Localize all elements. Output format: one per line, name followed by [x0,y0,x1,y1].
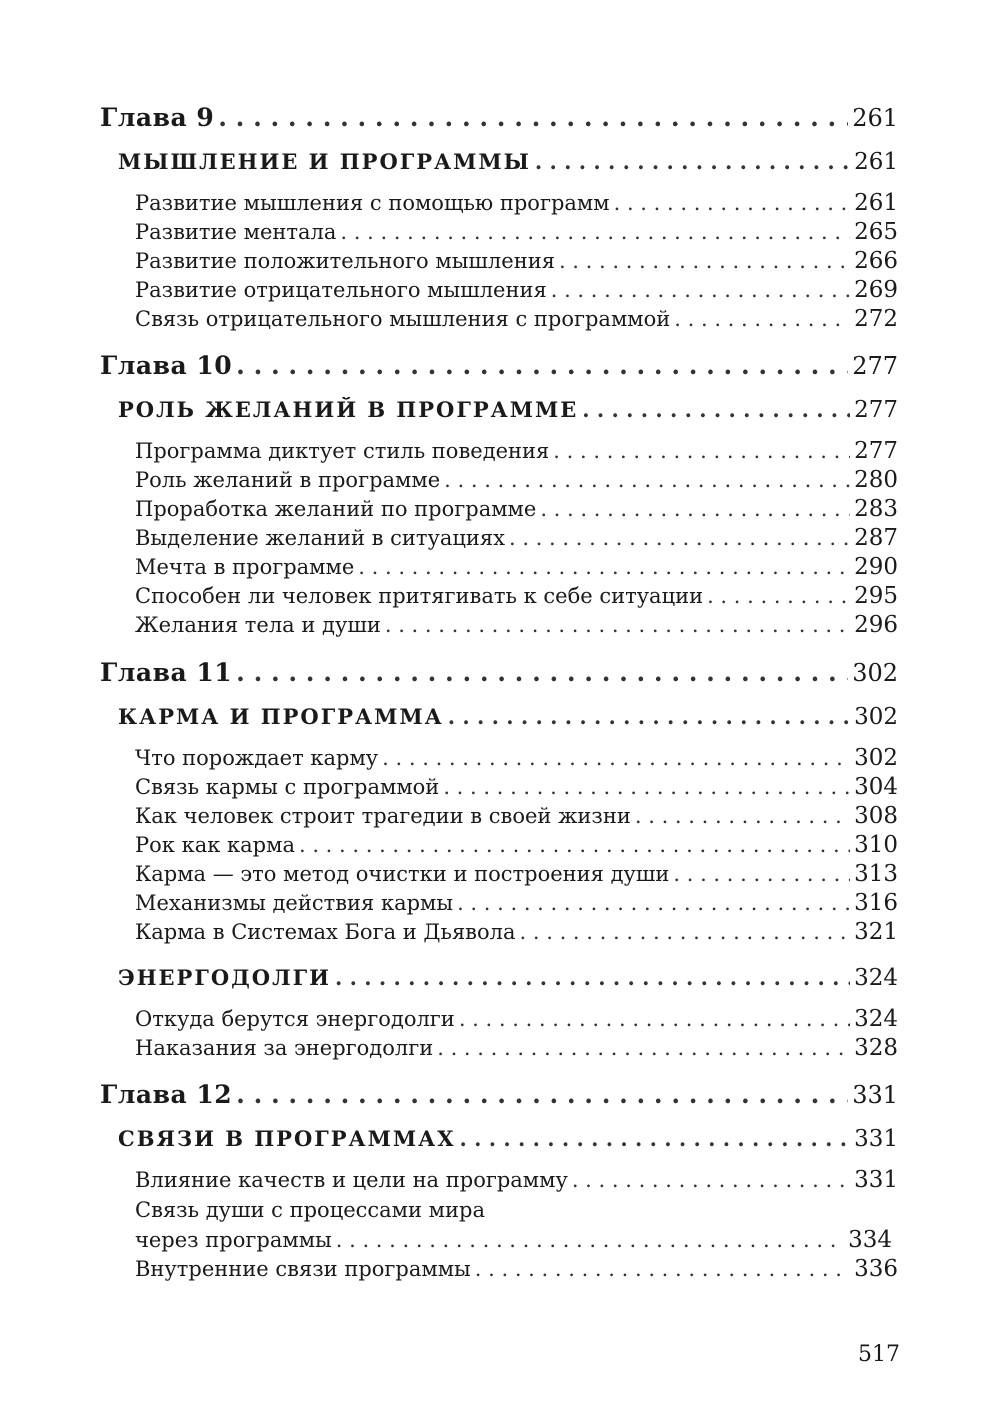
chapter-10-row[interactable] [100,351,898,385]
leader-dots [382,746,850,770]
leader-dots [572,1168,850,1192]
leader-dots [673,862,850,886]
toc-entry[interactable] [135,525,898,554]
entry-title: Связь отрицательного мышления с программой [135,307,671,331]
entry-title: Программа диктует стиль поведения [135,439,550,463]
toc-entry[interactable] [135,277,898,306]
page-ref: 308 [854,803,898,829]
chapter-title: Глава 10 [100,351,233,380]
toc-entry[interactable] [135,919,898,948]
entry-title: Проработка желаний по программе [135,497,537,521]
entry-title: Развитие ментала [135,220,337,244]
toc-entry[interactable] [135,1006,898,1035]
page-ref: 302 [852,659,898,687]
entry-title: Наказания за энергодолги [135,1036,434,1060]
section-title: СВЯЗИ В ПРОГРАММАХ [118,1126,456,1151]
leader-dots [457,891,850,915]
entry-title: Карма в Системах Бога и Дьявола [135,920,516,944]
page-ref: 324 [854,965,898,991]
section-title: КАРМА И ПРОГРАММА [118,704,444,729]
toc-entry[interactable] [135,861,898,890]
leader-dots [444,468,850,492]
toc-entry[interactable] [135,832,898,861]
page-ref: 316 [854,890,898,916]
chapter-title: Глава 11 [100,658,233,687]
leader-dots [299,833,850,857]
section-row[interactable] [118,965,898,995]
leader-dots [559,249,850,273]
chapter-title: Глава 9 [100,103,215,132]
leader-dots [535,149,850,174]
toc-entry[interactable] [135,248,898,277]
toc-entry[interactable] [135,306,898,335]
toc-entry[interactable] [135,554,898,583]
leader-dots [236,658,848,687]
page-ref: 328 [854,1035,898,1061]
toc-entry[interactable] [135,496,898,525]
toc-entry[interactable] [135,583,898,612]
toc-entry[interactable] [135,467,898,496]
leader-dots [460,1126,851,1151]
leader-dots [614,191,851,215]
entry-title: через программы [135,1228,332,1252]
page-ref: 265 [854,219,898,245]
page-ref: 272 [854,306,898,332]
leader-dots [520,920,851,944]
toc-entry[interactable] [135,1256,898,1285]
chapter-title: Глава 12 [100,1080,233,1109]
entry-title: Откуда берутся энергодолги [135,1007,455,1031]
page-ref: 287 [854,525,898,551]
section-row[interactable] [118,149,898,179]
entry-title-line1[interactable]: Связь души с процессами мира [135,1198,485,1222]
page-ref: 331 [854,1167,898,1193]
toc-entry[interactable] [135,612,898,641]
entry-title: Выделение желаний в ситуациях [135,526,505,550]
page-ref: 331 [852,1081,898,1109]
section-row[interactable] [118,397,898,427]
page-ref: 296 [854,612,898,638]
page-ref: 321 [854,919,898,945]
entry-title: Механизмы действия кармы [135,891,454,915]
entry-title: Развитие положительного мышления [135,249,555,273]
page-ref: 302 [854,745,898,771]
leader-dots [335,965,850,990]
entry-title: Как человек строит трагедии в своей жизни [135,804,631,828]
toc-entry[interactable] [135,190,898,219]
entry-title: Развитие отрицательного мышления [135,278,547,302]
leader-dots [635,804,850,828]
chapter-9-row[interactable] [100,103,898,137]
entry-title: Что порождает карму [135,746,379,770]
page-ref: 269 [854,277,898,303]
entry-title: Желания тела и души [135,613,381,637]
toc-entry[interactable] [135,1035,898,1064]
leader-dots [475,1257,850,1281]
page-ref: 277 [852,352,898,380]
leader-dots [358,555,850,579]
page-ref: 310 [854,832,898,858]
page-ref: 331 [854,1126,898,1152]
section-row[interactable] [118,704,898,734]
toc-entry[interactable] [135,1227,892,1256]
leader-dots [236,351,848,380]
page-ref: 302 [854,704,898,730]
toc-entry[interactable] [135,1167,898,1196]
leader-dots [443,775,850,799]
leader-dots [236,1080,848,1109]
leader-dots [582,397,850,422]
entry-title: Развитие мышления с помощью программ [135,191,610,215]
page-ref: 324 [854,1006,898,1032]
leader-dots [448,704,850,729]
entry-title: Карма — это метод очистки и построения души [135,862,670,886]
page-ref: 261 [854,190,898,216]
toc-entry[interactable] [135,438,898,467]
page-ref: 283 [854,496,898,522]
leader-dots [218,103,848,132]
page-ref: 313 [854,861,898,887]
leader-dots [385,613,850,637]
page-ref: 280 [854,467,898,493]
page-number: 517 [858,1342,900,1367]
entry-title: Влияние качеств и цели на программу [135,1168,568,1192]
leader-dots [707,584,850,608]
entry-title: Рок как карма [135,833,295,857]
entry-title: Способен ли человек притягивать к себе ситуации [135,584,704,608]
chapter-11-row[interactable] [100,658,898,692]
entry-title: Связь кармы с программой [135,775,440,799]
leader-dots [459,1007,850,1031]
leader-dots [540,497,850,521]
leader-dots [336,1228,844,1252]
leader-dots [674,307,850,331]
page-ref: 295 [854,583,898,609]
page-ref: 334 [848,1227,892,1253]
toc-entry[interactable] [135,219,898,248]
toc-entry[interactable] [135,803,898,832]
page-ref: 261 [854,149,898,175]
toc-entry[interactable] [135,745,898,774]
page-ref: 336 [854,1256,898,1282]
section-title: МЫШЛЕНИЕ И ПРОГРАММЫ [118,149,531,174]
toc-entry[interactable] [135,774,898,803]
leader-dots [340,220,850,244]
page-ref: 290 [854,554,898,580]
entry-title: Мечта в программе [135,555,355,579]
section-row[interactable] [118,1126,898,1156]
page-ref: 261 [852,104,898,132]
toc-entry[interactable] [135,890,898,919]
page-ref: 304 [854,774,898,800]
entry-title: Роль желаний в программе [135,468,441,492]
leader-dots [553,439,850,463]
leader-dots [551,278,850,302]
leader-dots [437,1036,850,1060]
section-title: РОЛЬ ЖЕЛАНИЙ В ПРОГРАММЕ [118,397,579,422]
chapter-12-row[interactable] [100,1080,898,1114]
page-ref: 277 [854,397,898,423]
page-ref: 277 [854,438,898,464]
leader-dots [509,526,850,550]
entry-title: Внутренние связи программы [135,1257,471,1281]
page-ref: 266 [854,248,898,274]
section-title: ЭНЕРГОДОЛГИ [118,965,332,990]
